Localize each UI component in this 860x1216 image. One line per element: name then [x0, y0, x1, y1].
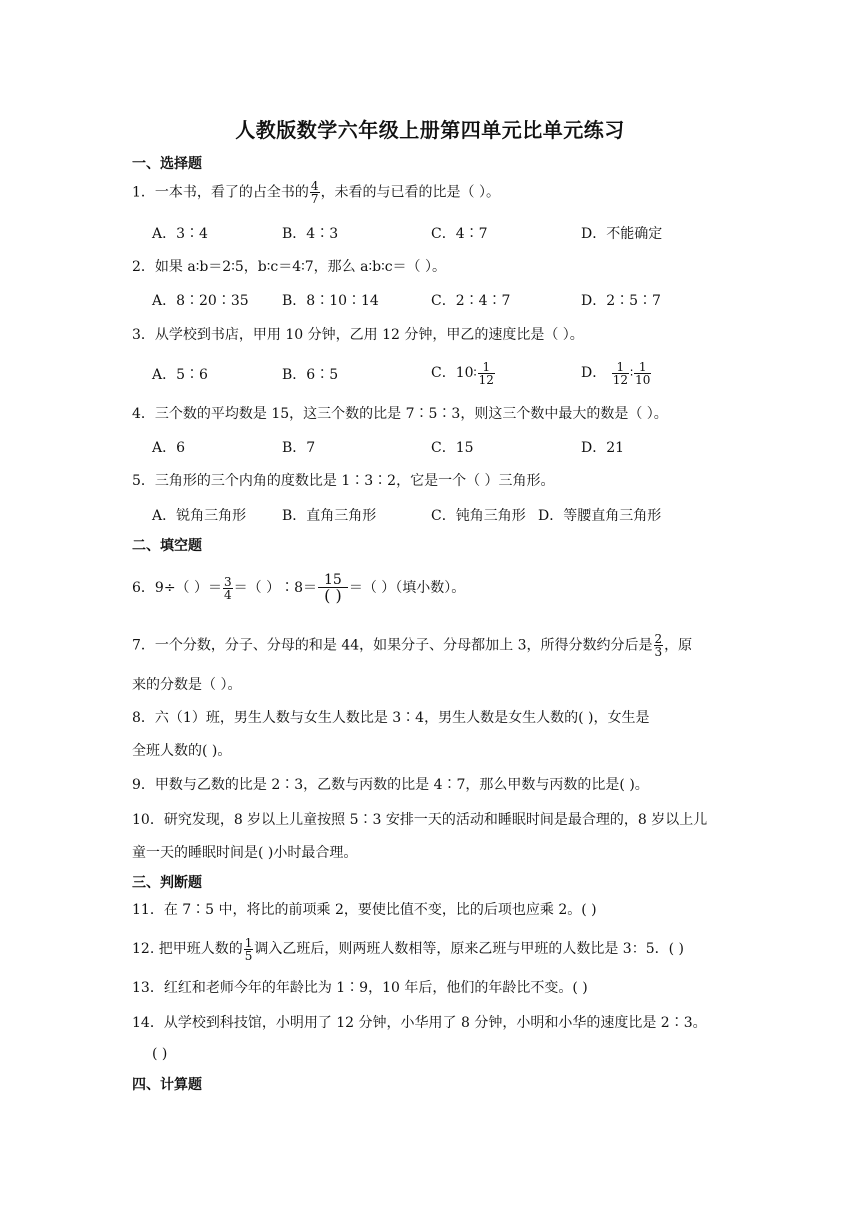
question-8-line-1: 8．六（1）班，男生人数与女生人数比是 3∶4，男生人数是女生人数的( )，女生是: [132, 710, 650, 726]
question-8-line-2: 全班人数的( )。: [132, 743, 232, 759]
question-14-line-1: 14．从学校到科技馆，小明用了 12 分钟，小华用了 8 分钟，小明和小华的速度比是 2∶3。: [132, 1015, 707, 1031]
q4-option-a[interactable]: A．6: [152, 440, 186, 456]
q3-option-d[interactable]: D． $\frac{1}{12}$ ∶ $\frac{1}{10}$: [581, 359, 651, 387]
question-11: 11．在 7∶5 中，将比的前项乘 2，要使比值不变，比的后项也应乘 2。( ): [132, 902, 597, 918]
fraction-3-4: $\frac{3}{4}$: [224, 574, 232, 602]
section-heading-fill-blank: 二、填空题: [132, 538, 202, 554]
section-heading-calculation: 四、计算题: [132, 1077, 202, 1093]
q1-option-d[interactable]: D．不能确定: [581, 226, 663, 242]
question-3: 3．从学校到书店，甲用 10 分钟，乙用 12 分钟，甲乙的速度比是（ ）。: [132, 327, 584, 343]
question-9: 9．甲数与乙数的比是 2∶3，乙数与丙数的比是 4∶7，那么甲数与丙数的比是( )。: [132, 777, 649, 793]
q2-option-d[interactable]: D．2∶5∶7: [581, 293, 661, 309]
question-1-text: 1．一本书，看了的占全书的: [132, 184, 309, 201]
question-14-line-2: ( ): [152, 1046, 168, 1062]
q5-option-a[interactable]: A．锐角三角形: [152, 508, 247, 524]
question-7-line-1: 7．一个分数，分子、分母的和是 44，如果分子、分母都加上 3，所得分数约分后是 $\frac{2}{3}$ ，原: [132, 632, 693, 659]
fraction-2-3: $\frac{2}{3}$: [654, 632, 663, 659]
q5-option-c[interactable]: C．钝角三角形: [431, 508, 526, 524]
q3-option-b[interactable]: B．6∶5: [282, 367, 339, 383]
q2-option-b[interactable]: B．8∶10∶14: [282, 293, 379, 309]
fraction-4-7: $\frac{4}{7}$: [310, 179, 319, 206]
fraction-1-12: $\frac{1}{12}$: [478, 359, 494, 387]
q4-option-d[interactable]: D．21: [581, 440, 625, 456]
q3-option-c[interactable]: C．10∶ $\frac{1}{12}$: [431, 359, 494, 387]
q5-option-b[interactable]: B．直角三角形: [282, 508, 377, 524]
question-5: 5．三角形的三个内角的度数比是 1∶3∶2，它是一个（ ）三角形。: [132, 473, 555, 489]
question-7-line-2: 来的分数是（ ）。: [132, 677, 242, 693]
q4-option-c[interactable]: C．15: [431, 440, 474, 456]
question-4: 4．三个数的平均数是 15，这三个数的比是 7∶5∶3，则这三个数中最大的数是（ ）。: [132, 406, 668, 422]
question-10-line-2: 童一天的睡眠时间是( )小时最合理。: [132, 845, 358, 861]
question-2: 2．如果 a∶b＝2∶5，b∶c＝4∶7，那么 a∶b∶c＝（ ）。: [132, 259, 447, 275]
question-10-line-1: 10．研究发现，8 岁以上儿童按照 5∶3 安排一天的活动和睡眠时间是最合理的，8 岁以上儿: [132, 812, 708, 828]
q4-option-b[interactable]: B．7: [282, 440, 316, 456]
fraction-15-blank: $\frac{15}{( )}$: [318, 573, 348, 604]
q1-option-c[interactable]: C．4∶7: [431, 226, 488, 242]
question-13: 13．红红和老师今年的年龄比为 1∶9，10 年后，他们的年龄比不变。( ): [132, 980, 588, 996]
question-6: 6．9÷（ ）＝ $\frac{3}{4}$ ＝（ ）∶8＝ $\frac{15}{( )}$ ＝（ ）（填小数）。: [132, 571, 466, 605]
q2-option-a[interactable]: A．8∶20∶35: [152, 293, 249, 309]
section-heading-true-false: 三、判断题: [132, 875, 202, 891]
section-heading-choice: 一、选择题: [132, 156, 202, 172]
fraction-1-12: $\frac{1}{12}$: [612, 359, 628, 387]
q5-option-d[interactable]: D．等腰直角三角形: [538, 508, 662, 524]
fraction-1-5: $\frac{1}{5}$: [244, 935, 253, 963]
q3-option-a[interactable]: A．5∶6: [152, 367, 208, 383]
question-1-text-end: ，未看的与已看的比是（ ）。: [320, 184, 501, 201]
q1-option-a[interactable]: A．3∶4: [152, 226, 208, 242]
fraction-1-10: $\frac{1}{10}$: [635, 359, 651, 387]
question-1: [132, 180, 500, 205]
q1-option-b[interactable]: B．4∶3: [282, 226, 339, 242]
page-title: 人教版数学六年级上册第四单元比单元练习: [235, 118, 625, 142]
q2-option-c[interactable]: C．2∶4∶7: [431, 293, 511, 309]
question-12: 12. 把甲班人数的 $\frac{1}{5}$ 调入乙班后，则两班人数相等，原来乙班与甲班的人数比是 3：5．( ): [132, 935, 684, 963]
